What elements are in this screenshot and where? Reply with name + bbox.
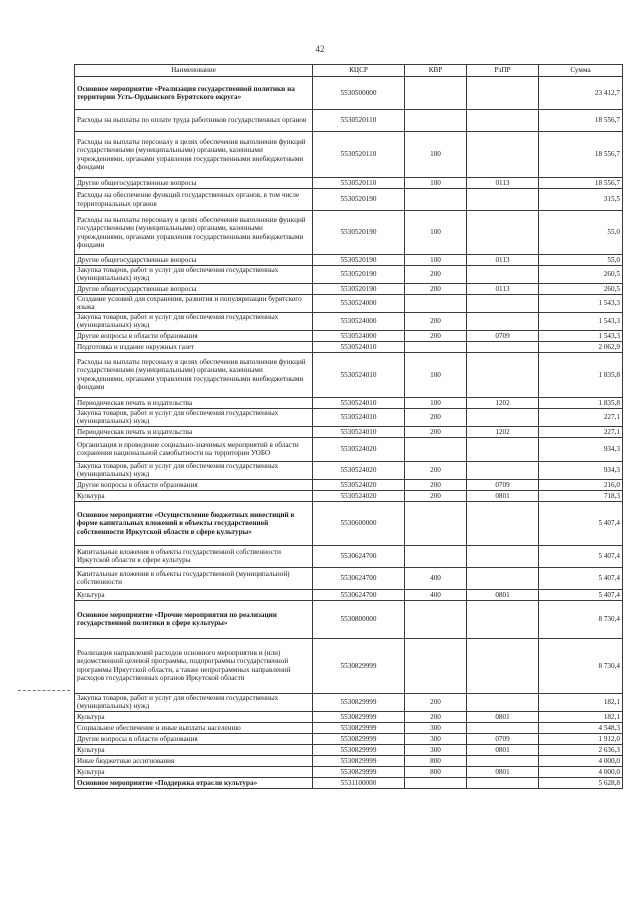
cell-name: Культура xyxy=(75,744,313,755)
cell-kvr: 200 xyxy=(405,330,467,341)
table-row xyxy=(75,189,623,211)
cell-kvr xyxy=(405,77,467,110)
cell-kcsr: 5530829999 xyxy=(313,722,405,733)
cell-kvr xyxy=(405,110,467,132)
cell-kvr: 200 xyxy=(405,479,467,490)
table-row xyxy=(75,479,623,490)
cell-sum: 5 407,4 xyxy=(539,545,623,567)
cell-kvr xyxy=(405,501,467,545)
table-row xyxy=(75,211,623,255)
cell-rpr xyxy=(467,352,539,397)
cell-sum: 1 835,8 xyxy=(539,352,623,397)
cell-rpr xyxy=(467,266,539,284)
cell-name: Другие общегосударственные вопросы xyxy=(75,178,313,189)
cell-name: Культура xyxy=(75,711,313,722)
cell-name: Основное мероприятие «Осуществление бюджетных инвестиций в форме капитальных вложений в объекты государственной собственности Иркутской области в сфере культуры» xyxy=(75,501,313,545)
table-row xyxy=(75,110,623,132)
table-row xyxy=(75,437,623,461)
table-row xyxy=(75,283,623,294)
cell-sum: 5 407,4 xyxy=(539,501,623,545)
cell-rpr xyxy=(467,693,539,711)
cell-name: Расходы на выплаты персоналу в целях обеспечения выполнения функций государственными (муниципальными) органами, казенными учреждениями, органами управления государственными внебюджетными фондами xyxy=(75,352,313,397)
cell-rpr: 0113 xyxy=(467,255,539,266)
cell-kvr: 300 xyxy=(405,722,467,733)
table-row xyxy=(75,266,623,284)
header-kvr: КВР xyxy=(405,65,467,77)
cell-rpr xyxy=(467,341,539,352)
cell-kvr: 300 xyxy=(405,744,467,755)
cell-kvr xyxy=(405,638,467,693)
cell-kcsr: 5530829999 xyxy=(313,693,405,711)
cell-kcsr: 5530524020 xyxy=(313,461,405,479)
cell-sum: 55,0 xyxy=(539,211,623,255)
cell-kcsr: 5530520190 xyxy=(313,266,405,284)
table-row xyxy=(75,744,623,755)
cell-name: Капитальные вложения в объекты государственной (муниципальной) собственности xyxy=(75,567,313,589)
table-row xyxy=(75,490,623,501)
cell-kcsr: 5530524020 xyxy=(313,490,405,501)
cell-kcsr: 5530500000 xyxy=(313,77,405,110)
cell-sum: 227,1 xyxy=(539,426,623,437)
cell-kcsr: 5530520190 xyxy=(313,283,405,294)
table-row xyxy=(75,600,623,638)
cell-kcsr: 5530829999 xyxy=(313,766,405,777)
cell-name: Культура xyxy=(75,589,313,600)
cell-rpr xyxy=(467,567,539,589)
cell-name: Иные бюджетные ассигнования xyxy=(75,755,313,766)
cell-kvr xyxy=(405,189,467,211)
cell-sum: 4 000,0 xyxy=(539,766,623,777)
cell-kvr: 100 xyxy=(405,178,467,189)
cell-kvr: 100 xyxy=(405,211,467,255)
margin-line xyxy=(18,690,70,691)
cell-rpr xyxy=(467,722,539,733)
cell-rpr xyxy=(467,110,539,132)
cell-kcsr: 5530829999 xyxy=(313,638,405,693)
cell-sum: 182,1 xyxy=(539,711,623,722)
cell-name: Закупка товаров, работ и услуг для обеспечения государственных (муниципальных) нужд xyxy=(75,312,313,330)
cell-kvr: 100 xyxy=(405,132,467,178)
cell-sum: 1 543,3 xyxy=(539,312,623,330)
cell-name: Создание условий для сохранения, развития и популяризации бурятского языка xyxy=(75,294,313,312)
header-sum: Сумма xyxy=(539,65,623,77)
cell-name: Основное мероприятие «Прочие мероприятия по реализации государственной политики в сфере культуры» xyxy=(75,600,313,638)
cell-kcsr: 5530624700 xyxy=(313,567,405,589)
cell-kcsr: 5530520110 xyxy=(313,132,405,178)
cell-kcsr: 5530520190 xyxy=(313,189,405,211)
cell-kvr: 200 xyxy=(405,312,467,330)
cell-rpr: 0801 xyxy=(467,589,539,600)
table-row xyxy=(75,352,623,397)
cell-name: Подготовка и издание окружных газет xyxy=(75,341,313,352)
cell-sum: 934,3 xyxy=(539,437,623,461)
cell-sum: 2 062,9 xyxy=(539,341,623,352)
cell-rpr xyxy=(467,408,539,426)
cell-kcsr: 5530524010 xyxy=(313,397,405,408)
cell-kvr xyxy=(405,545,467,567)
cell-rpr: 0801 xyxy=(467,766,539,777)
table-row xyxy=(75,766,623,777)
cell-sum: 260,5 xyxy=(539,283,623,294)
cell-kvr xyxy=(405,777,467,788)
cell-kcsr: 5530520110 xyxy=(313,178,405,189)
cell-name: Основное мероприятие «Реализация государственной политики на территории Усть-Ордынского Бурятского округа» xyxy=(75,77,313,110)
table-row xyxy=(75,132,623,178)
table-row xyxy=(75,426,623,437)
cell-name: Закупка товаров, работ и услуг для обеспечения государственных (муниципальных) нужд xyxy=(75,461,313,479)
cell-kcsr: 5530624700 xyxy=(313,545,405,567)
cell-name: Закупка товаров, работ и услуг для обеспечения государственных (муниципальных) нужд xyxy=(75,266,313,284)
cell-kvr: 400 xyxy=(405,589,467,600)
table-row xyxy=(75,567,623,589)
table-row xyxy=(75,638,623,693)
cell-rpr: 0709 xyxy=(467,330,539,341)
cell-rpr xyxy=(467,294,539,312)
cell-rpr: 1202 xyxy=(467,426,539,437)
cell-sum: 55,0 xyxy=(539,255,623,266)
cell-rpr xyxy=(467,545,539,567)
cell-name: Другие общегосударственные вопросы xyxy=(75,283,313,294)
budget-table xyxy=(74,64,623,789)
table-row xyxy=(75,255,623,266)
cell-kvr: 800 xyxy=(405,766,467,777)
cell-sum: 18 556,7 xyxy=(539,178,623,189)
cell-kcsr: 5530829999 xyxy=(313,711,405,722)
cell-kvr xyxy=(405,600,467,638)
cell-sum: 718,3 xyxy=(539,490,623,501)
cell-kcsr: 5530829999 xyxy=(313,755,405,766)
cell-sum: 4 548,3 xyxy=(539,722,623,733)
cell-kvr: 300 xyxy=(405,733,467,744)
cell-name: Другие вопросы в области образования xyxy=(75,733,313,744)
cell-kcsr: 5530829999 xyxy=(313,744,405,755)
table-header-row xyxy=(75,65,623,77)
table-row xyxy=(75,733,623,744)
cell-sum: 260,5 xyxy=(539,266,623,284)
cell-rpr: 0709 xyxy=(467,479,539,490)
cell-sum: 1 543,3 xyxy=(539,330,623,341)
cell-kcsr: 5530520190 xyxy=(313,211,405,255)
cell-kvr: 200 xyxy=(405,693,467,711)
cell-rpr xyxy=(467,461,539,479)
table-row xyxy=(75,755,623,766)
cell-kvr: 100 xyxy=(405,255,467,266)
cell-name: Расходы на выплаты по оплате труда работников государственных органов xyxy=(75,110,313,132)
table-row xyxy=(75,178,623,189)
cell-rpr xyxy=(467,755,539,766)
cell-sum: 934,3 xyxy=(539,461,623,479)
cell-kvr: 400 xyxy=(405,567,467,589)
cell-name: Культура xyxy=(75,490,313,501)
cell-rpr: 0113 xyxy=(467,283,539,294)
cell-kcsr: 5530524020 xyxy=(313,479,405,490)
table-row xyxy=(75,777,623,788)
table-row xyxy=(75,341,623,352)
cell-rpr xyxy=(467,132,539,178)
cell-kvr: 200 xyxy=(405,426,467,437)
cell-kcsr: 5531100000 xyxy=(313,777,405,788)
cell-sum: 227,1 xyxy=(539,408,623,426)
cell-sum: 5 628,8 xyxy=(539,777,623,788)
cell-kcsr: 5530524010 xyxy=(313,408,405,426)
cell-kvr: 100 xyxy=(405,352,467,397)
cell-sum: 1 835,8 xyxy=(539,397,623,408)
cell-rpr: 0801 xyxy=(467,711,539,722)
cell-name: Организация и проведение социально-значимых мероприятий в области сохранения национальной самобытности на территории УОБО xyxy=(75,437,313,461)
cell-sum: 1 543,3 xyxy=(539,294,623,312)
cell-name: Культура xyxy=(75,766,313,777)
cell-kcsr: 5530624700 xyxy=(313,589,405,600)
cell-name: Расходы на обеспечение функций государственных органов, в том числе территориальных органов xyxy=(75,189,313,211)
cell-rpr: 0801 xyxy=(467,490,539,501)
cell-kvr: 200 xyxy=(405,461,467,479)
cell-sum: 315,5 xyxy=(539,189,623,211)
cell-name: Капитальные вложения в объекты государственной собственности Иркутской области в сфере культуры xyxy=(75,545,313,567)
table-row xyxy=(75,711,623,722)
cell-kcsr: 5530524010 xyxy=(313,426,405,437)
cell-name: Периодическая печать и издательства xyxy=(75,397,313,408)
cell-sum: 216,0 xyxy=(539,479,623,490)
cell-rpr xyxy=(467,501,539,545)
cell-kcsr: 5530800000 xyxy=(313,600,405,638)
cell-kcsr: 5530520190 xyxy=(313,255,405,266)
cell-kvr: 200 xyxy=(405,283,467,294)
cell-kvr: 200 xyxy=(405,266,467,284)
cell-rpr xyxy=(467,638,539,693)
cell-kcsr: 5530524000 xyxy=(313,294,405,312)
table-row xyxy=(75,294,623,312)
table-row xyxy=(75,312,623,330)
cell-sum: 1 912,0 xyxy=(539,733,623,744)
table-row xyxy=(75,408,623,426)
table-row xyxy=(75,545,623,567)
cell-rpr xyxy=(467,777,539,788)
table-row xyxy=(75,330,623,341)
cell-rpr xyxy=(467,437,539,461)
cell-sum: 23 412,7 xyxy=(539,77,623,110)
cell-rpr xyxy=(467,211,539,255)
cell-kcsr: 5530600000 xyxy=(313,501,405,545)
table-row xyxy=(75,501,623,545)
cell-rpr: 0113 xyxy=(467,178,539,189)
cell-rpr xyxy=(467,312,539,330)
page-number: 42 xyxy=(315,44,325,54)
cell-name: Другие вопросы в области образования xyxy=(75,330,313,341)
cell-kcsr: 5530524020 xyxy=(313,437,405,461)
table-row xyxy=(75,693,623,711)
cell-kcsr: 5530524000 xyxy=(313,312,405,330)
cell-sum: 182,1 xyxy=(539,693,623,711)
header-rpr: РзПР xyxy=(467,65,539,77)
cell-sum: 8 730,4 xyxy=(539,638,623,693)
cell-sum: 2 636,3 xyxy=(539,744,623,755)
header-name: Наименование xyxy=(75,65,313,77)
cell-name: Периодическая печать и издательства xyxy=(75,426,313,437)
cell-name: Социальное обеспечение и иные выплаты населению xyxy=(75,722,313,733)
table-row xyxy=(75,722,623,733)
cell-sum: 5 407,4 xyxy=(539,567,623,589)
cell-sum: 4 000,0 xyxy=(539,755,623,766)
cell-kcsr: 5530524010 xyxy=(313,352,405,397)
cell-name: Основное мероприятие «Поддержка отрасли культура» xyxy=(75,777,313,788)
cell-name: Закупка товаров, работ и услуг для обеспечения государственных (муниципальных) нужд xyxy=(75,408,313,426)
cell-kvr: 200 xyxy=(405,408,467,426)
cell-kvr: 200 xyxy=(405,490,467,501)
cell-sum: 8 730,4 xyxy=(539,600,623,638)
table-row xyxy=(75,77,623,110)
cell-name: Другие общегосударственные вопросы xyxy=(75,255,313,266)
table-body xyxy=(75,77,623,789)
table-row xyxy=(75,461,623,479)
cell-kvr xyxy=(405,294,467,312)
cell-kcsr: 5530524010 xyxy=(313,341,405,352)
cell-name: Расходы на выплаты персоналу в целях обеспечения выполнения функций государственными (муниципальными) органами, казенными учреждениями, органами управления государственными внебюджетными фондами xyxy=(75,132,313,178)
table-row xyxy=(75,589,623,600)
cell-rpr: 0801 xyxy=(467,744,539,755)
cell-rpr xyxy=(467,77,539,110)
cell-name: Другие вопросы в области образования xyxy=(75,479,313,490)
cell-kcsr: 5530520110 xyxy=(313,110,405,132)
cell-kcsr: 5530829999 xyxy=(313,733,405,744)
cell-name: Закупка товаров, работ и услуг для обеспечения государственных (муниципальных) нужд xyxy=(75,693,313,711)
cell-kvr: 200 xyxy=(405,711,467,722)
cell-rpr xyxy=(467,600,539,638)
cell-kvr: 100 xyxy=(405,397,467,408)
cell-sum: 5 407,4 xyxy=(539,589,623,600)
cell-name: Расходы на выплаты персоналу в целях обеспечения выполнения функций государственными (муниципальными) органами, казенными учреждениями, органами управления государственными внебюджетными фондами xyxy=(75,211,313,255)
header-kcsr: КЦСР xyxy=(313,65,405,77)
cell-rpr: 1202 xyxy=(467,397,539,408)
cell-name: Реализация направлений расходов основного мероприятия и (или) ведомственной целевой программы, подпрограммы государственной программы Иркутской области, а также непрограммных направлений расходов государственных органов Иркутской области xyxy=(75,638,313,693)
cell-kcsr: 5530524000 xyxy=(313,330,405,341)
cell-kvr xyxy=(405,437,467,461)
cell-sum: 18 556,7 xyxy=(539,110,623,132)
table-row xyxy=(75,397,623,408)
cell-kvr: 800 xyxy=(405,755,467,766)
cell-kvr xyxy=(405,341,467,352)
cell-rpr: 0709 xyxy=(467,733,539,744)
cell-sum: 18 556,7 xyxy=(539,132,623,178)
cell-rpr xyxy=(467,189,539,211)
